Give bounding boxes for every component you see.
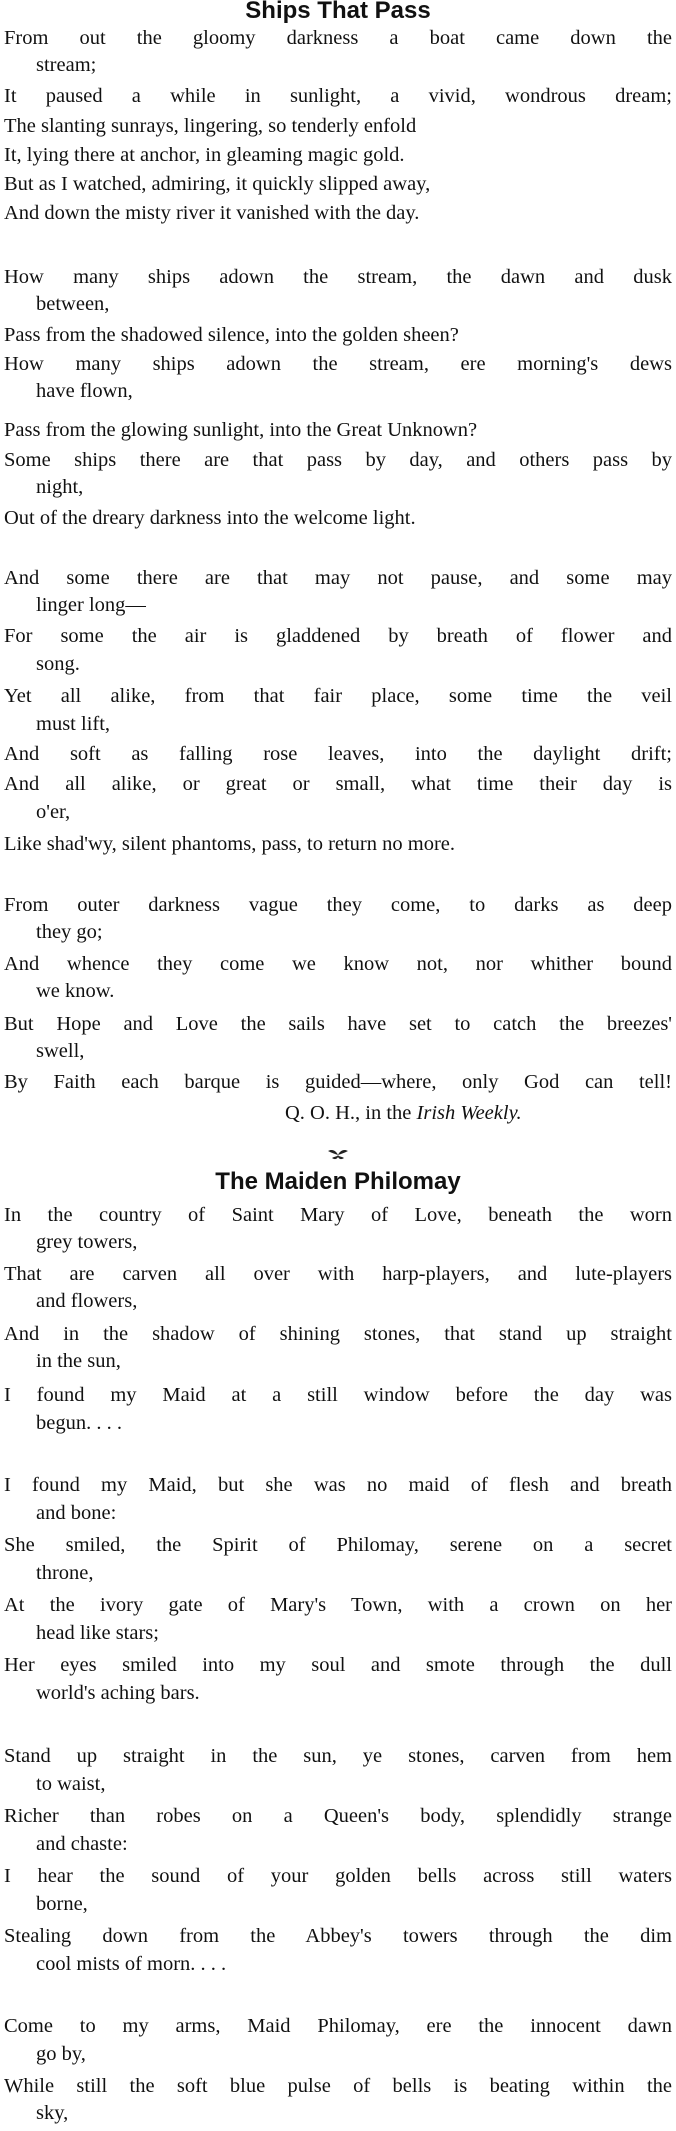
- poem-line: sky,: [36, 2102, 69, 2124]
- poem-line: And all alike, or great or small, what time their day is: [4, 773, 672, 795]
- poem-line: song.: [36, 653, 80, 675]
- poem-line: grey towers,: [36, 1231, 138, 1253]
- poem-line: Her eyes smiled into my soul and smote through the dull: [4, 1654, 672, 1676]
- poem-line: and flowers,: [36, 1290, 138, 1312]
- poem-line: And soft as falling rose leaves, into the daylight drift;: [4, 743, 672, 765]
- poem-line: From out the gloomy darkness a boat came down the: [4, 27, 672, 49]
- poem-signature: [285, 1099, 522, 1127]
- poem-line: While still the soft blue pulse of bells is beating within the: [4, 2075, 672, 2097]
- poem-line: And whence they come we know not, nor whither bound: [4, 953, 672, 975]
- poem-line: head like stars;: [36, 1622, 159, 1644]
- poem-line: And some there are that may not pause, and some may: [4, 567, 672, 589]
- poem-line: In the country of Saint Mary of Love, beneath the worn: [4, 1204, 672, 1226]
- poem-line: cool mists of morn. . . .: [36, 1953, 227, 1975]
- poem-line: go by,: [36, 2043, 86, 2065]
- poem-line: How many ships adown the stream, ere morning's dews: [4, 353, 672, 375]
- poem-line: between,: [36, 293, 110, 315]
- poem-line: At the ivory gate of Mary's Town, with a crown on her: [4, 1594, 672, 1616]
- poem-line: And down the misty river it vanished with the day.: [4, 202, 420, 224]
- poem-line: I found my Maid at a still window before the day was: [4, 1384, 672, 1406]
- poem-line: begun. . . .: [36, 1412, 122, 1434]
- poem-line: But as I watched, admiring, it quickly slipped away,: [4, 173, 431, 195]
- poem-line: linger long—: [36, 594, 146, 616]
- poem-line: Pass from the glowing sunlight, into the Great Unknown?: [4, 419, 478, 441]
- poem-line: borne,: [36, 1893, 88, 1915]
- poem-line: I hear the sound of your golden bells across still waters: [4, 1865, 672, 1887]
- poem-line: Stealing down from the Abbey's towers through the dim: [4, 1925, 672, 1947]
- signature-source: Irish Weekly.: [416, 1102, 522, 1124]
- poem-line: It paused a while in sunlight, a vivid, wondrous dream;: [4, 85, 672, 107]
- poem-line: Stand up straight in the sun, ye stones, carven from hem: [4, 1745, 672, 1767]
- poem-line: The slanting sunrays, lingering, so tenderly enfold: [4, 115, 417, 137]
- poem-line: in the sun,: [36, 1350, 121, 1372]
- poem-line: world's aching bars.: [36, 1682, 200, 1704]
- poem-line: o'er,: [36, 801, 71, 823]
- poem-line: By Faith each barque is guided—where, only God can tell!: [4, 1071, 672, 1093]
- poem-line: stream;: [36, 54, 97, 76]
- poem-line: must lift,: [36, 713, 111, 735]
- signature-author: Q. O. H., in the: [285, 1102, 412, 1124]
- poem-line: How many ships adown the stream, the dawn and dusk: [4, 266, 672, 288]
- poem-line: we know.: [36, 980, 115, 1002]
- poem-line: night,: [36, 476, 84, 498]
- poem-line: From outer darkness vague they come, to darks as deep: [4, 894, 672, 916]
- poem-line: they go;: [36, 921, 103, 943]
- ornament-divider-icon: [323, 1148, 353, 1162]
- poem-line: Like shad'wy, silent phantoms, pass, to return no more.: [4, 833, 456, 855]
- poem-line: swell,: [36, 1040, 85, 1062]
- poem-line: to waist,: [36, 1773, 106, 1795]
- poem-line: For some the air is gladdened by breath of flower and: [4, 625, 672, 647]
- poem-line: Richer than robes on a Queen's body, splendidly strange: [4, 1805, 672, 1827]
- poem-title: Ships That Pass: [245, 0, 431, 24]
- poem-line: I found my Maid, but she was no maid of flesh and breath: [4, 1474, 672, 1496]
- poem-line: But Hope and Love the sails have set to catch the breezes': [4, 1013, 672, 1035]
- poem-line: have flown,: [36, 380, 133, 402]
- poem-line: Pass from the shadowed silence, into the golden sheen?: [4, 324, 459, 346]
- poem-line: It, lying there at anchor, in gleaming magic gold.: [4, 144, 405, 166]
- poem-line: and bone:: [36, 1502, 117, 1524]
- poem-line: Out of the dreary darkness into the welcome light.: [4, 507, 416, 529]
- poem-line: and chaste:: [36, 1833, 128, 1855]
- poem-line: She smiled, the Spirit of Philomay, serene on a secret: [4, 1534, 672, 1556]
- poem-line: Some ships there are that pass by day, and others pass by: [4, 449, 672, 471]
- poem-line: That are carven all over with harp-players, and lute-players: [4, 1263, 672, 1285]
- poem-line: And in the shadow of shining stones, that stand up straight: [4, 1323, 672, 1345]
- poem-line: Come to my arms, Maid Philomay, ere the innocent dawn: [4, 2015, 672, 2037]
- poem-line: Yet all alike, from that fair place, some time the veil: [4, 685, 672, 707]
- poem-line: throne,: [36, 1562, 94, 1584]
- poem-title: The Maiden Philomay: [215, 1168, 461, 1195]
